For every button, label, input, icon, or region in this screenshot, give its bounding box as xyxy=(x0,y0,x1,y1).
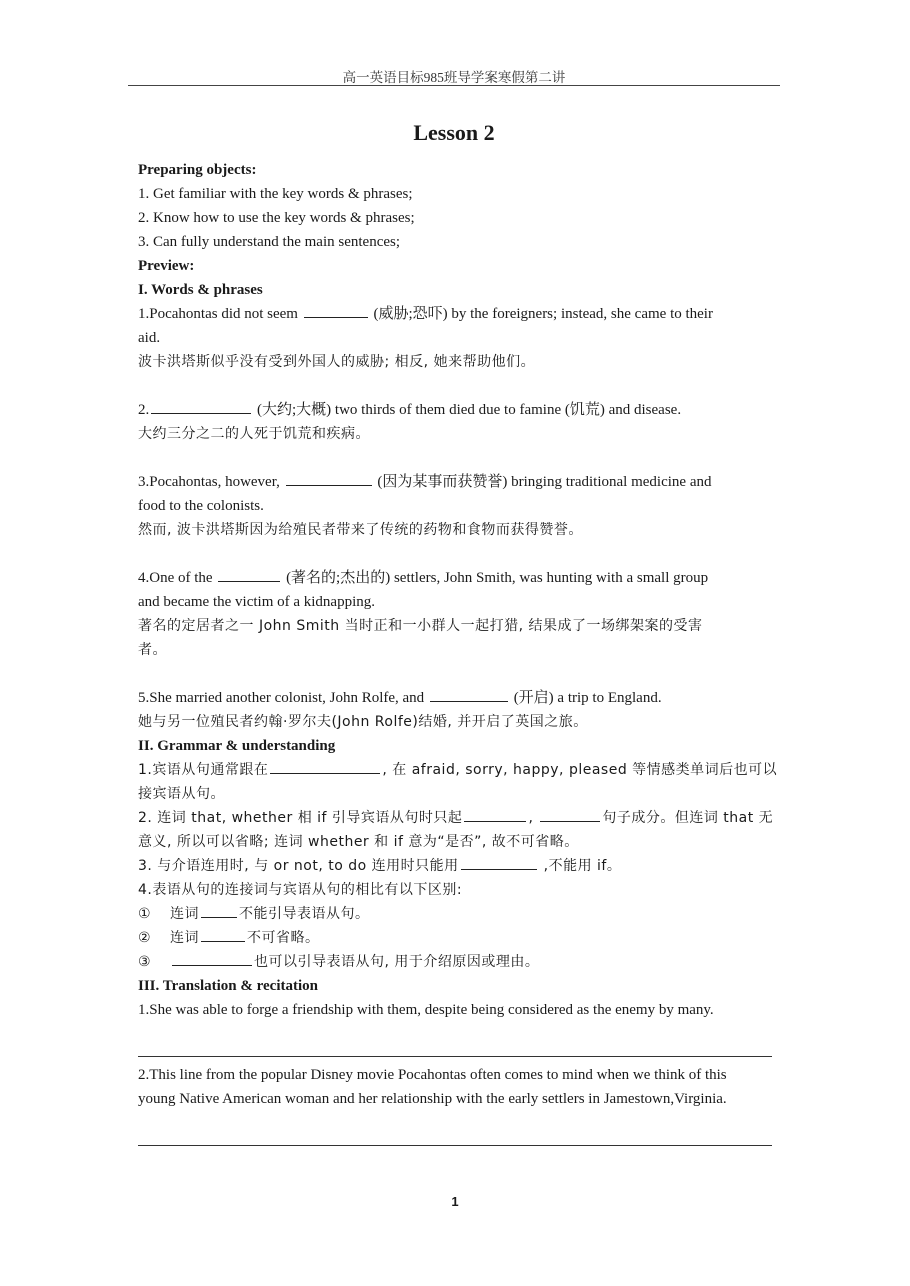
section-3-numeral: III xyxy=(138,978,156,994)
circled-number-3: ③ xyxy=(138,954,152,970)
question-5 xyxy=(138,686,774,710)
answer-line-2[interactable] xyxy=(138,1145,772,1146)
preview-heading: Preview: xyxy=(138,258,195,274)
question-4-hint: (著名的;杰出的) settlers, John Smith, was hunting with a small group xyxy=(286,570,709,586)
section-2-heading xyxy=(138,734,774,758)
answer-blank[interactable] xyxy=(270,759,380,774)
grammar-point-2 xyxy=(138,806,774,830)
grammar-point-1 xyxy=(138,758,778,782)
grammar-point-2-text-cont: 句子成分。但连词 that 无 xyxy=(602,810,774,826)
answer-blank[interactable] xyxy=(540,807,600,822)
objective-item-1: 1. Get familiar with the key words & phrases; xyxy=(138,186,413,202)
section-1-title: . Words & phrases xyxy=(143,282,263,298)
question-3 xyxy=(138,470,774,494)
grammar-point-2-continuation: 意义, 所以可以省略; 连词 whether 和 if 意为“是否”, 故不可省略。 xyxy=(138,834,579,850)
answer-blank[interactable] xyxy=(461,855,537,870)
answer-blank[interactable] xyxy=(201,927,245,942)
contrast-item-1-text-cont: 不能引导表语从句。 xyxy=(239,906,370,922)
question-5-hint: (开启) a trip to England. xyxy=(513,690,662,706)
question-2-hint: (大约;大概) two thirds of them died due to famine (饥荒) and disease. xyxy=(257,402,682,418)
section-1-numeral: I xyxy=(138,282,144,298)
question-3-translation: 然而, 波卡洪塔斯因为给殖民者带来了传统的药物和食物而获得赞誉。 xyxy=(138,522,583,538)
answer-blank[interactable] xyxy=(286,471,372,486)
section-2-title: . Grammar & understanding xyxy=(149,738,336,754)
header-rule xyxy=(128,85,780,86)
contrast-item-2-text-cont: 不可省略。 xyxy=(247,930,320,946)
question-1-continuation: aid. xyxy=(138,330,161,346)
answer-blank[interactable] xyxy=(218,567,280,582)
document-body xyxy=(138,158,778,1146)
grammar-point-2-separator: , xyxy=(528,810,534,826)
question-5-text: 5.She married another colonist, John Rolfe, and xyxy=(138,690,425,706)
answer-blank[interactable] xyxy=(151,399,251,414)
page-header: 高一英语目标985班导学案寒假第二讲 xyxy=(342,70,566,85)
question-3-hint: (因为某事而获赞誉) bringing traditional medicine and xyxy=(377,474,712,490)
question-4-translation-line-1: 著名的定居者之一 John Smith 当时正和一小群人一起打猎, 结果成了一场绑架案的受害 xyxy=(138,618,703,634)
question-4 xyxy=(138,566,774,590)
grammar-point-2-text: 2. 连词 that, whether 相 if 引导宾语从句时只起 xyxy=(138,810,463,826)
answer-blank[interactable] xyxy=(430,687,508,702)
question-2-translation: 大约三分之二的人死于饥荒和疾病。 xyxy=(138,426,370,442)
section-2-numeral: II xyxy=(138,738,150,754)
answer-blank[interactable] xyxy=(464,807,526,822)
answer-blank[interactable] xyxy=(172,951,252,966)
grammar-point-3-text-cont: ,不能用 if。 xyxy=(538,858,622,874)
question-2-text: 2. xyxy=(138,402,150,418)
grammar-point-3 xyxy=(138,854,774,878)
objective-item-2: 2. Know how to use the key words & phrases; xyxy=(138,210,415,226)
translation-sentence-2-line-2: young Native American woman and her relationship with the early settlers in Jamestown,Virginia. xyxy=(138,1091,727,1107)
answer-blank[interactable] xyxy=(201,903,237,918)
section-3-heading xyxy=(138,974,774,998)
question-1-hint: (威胁;恐吓) by the foreigners; instead, she came to their xyxy=(373,306,713,322)
contrast-item-3-text: 也可以引导表语从句, 用于介绍原因或理由。 xyxy=(254,954,540,970)
preparing-heading: Preparing objects: xyxy=(138,162,257,178)
question-1-translation: 波卡洪塔斯似乎没有受到外国人的威胁; 相反, 她来帮助他们。 xyxy=(138,354,536,370)
circled-number-2: ② xyxy=(138,930,152,946)
section-3-title: . Translation & recitation xyxy=(155,978,319,994)
grammar-point-4: 4.表语从句的连接词与宾语从句的相比有以下区别: xyxy=(138,882,463,898)
question-5-translation: 她与另一位殖民者约翰·罗尔夫(John Rolfe)结婚, 并开启了英国之旅。 xyxy=(138,714,588,730)
question-2 xyxy=(138,398,774,422)
question-4-continuation: and became the victim of a kidnapping. xyxy=(138,594,376,610)
translation-sentence-1: 1.She was able to forge a friendship with them, despite being considered as the enemy by many. xyxy=(138,1002,714,1018)
answer-blank[interactable] xyxy=(304,303,368,318)
question-1 xyxy=(138,302,774,326)
contrast-item-3 xyxy=(138,950,774,974)
contrast-item-1-text: 连词 xyxy=(170,906,199,922)
contrast-item-2 xyxy=(138,926,774,950)
page-title: Lesson 2 xyxy=(413,120,495,145)
question-4-translation-line-2: 者。 xyxy=(138,642,167,658)
grammar-point-1-text-cont: , 在 afraid, sorry, happy, pleased 等情感类单词后也可以 xyxy=(382,762,778,778)
circled-number-1: ① xyxy=(138,906,152,922)
grammar-point-3-text: 3. 与介语连用时, 与 or not, to do 连用时只能用 xyxy=(138,858,459,874)
objective-item-3: 3. Can fully understand the main sentences; xyxy=(138,234,401,250)
contrast-item-2-text: 连词 xyxy=(170,930,199,946)
grammar-point-1-continuation: 接宾语从句。 xyxy=(138,786,225,802)
question-3-text: 3.Pocahontas, however, xyxy=(138,474,280,490)
question-1-text: 1.Pocahontas did not seem xyxy=(138,306,298,322)
section-1-heading xyxy=(138,278,774,302)
contrast-item-1 xyxy=(138,902,774,926)
question-3-continuation: food to the colonists. xyxy=(138,498,264,514)
question-4-text: 4.One of the xyxy=(138,570,213,586)
translation-sentence-2-line-1: 2.This line from the popular Disney movie Pocahontas often comes to mind when we think of this xyxy=(138,1067,727,1083)
page-number: 1 xyxy=(451,1194,459,1209)
grammar-point-1-text: 1.宾语从句通常跟在 xyxy=(138,762,269,778)
